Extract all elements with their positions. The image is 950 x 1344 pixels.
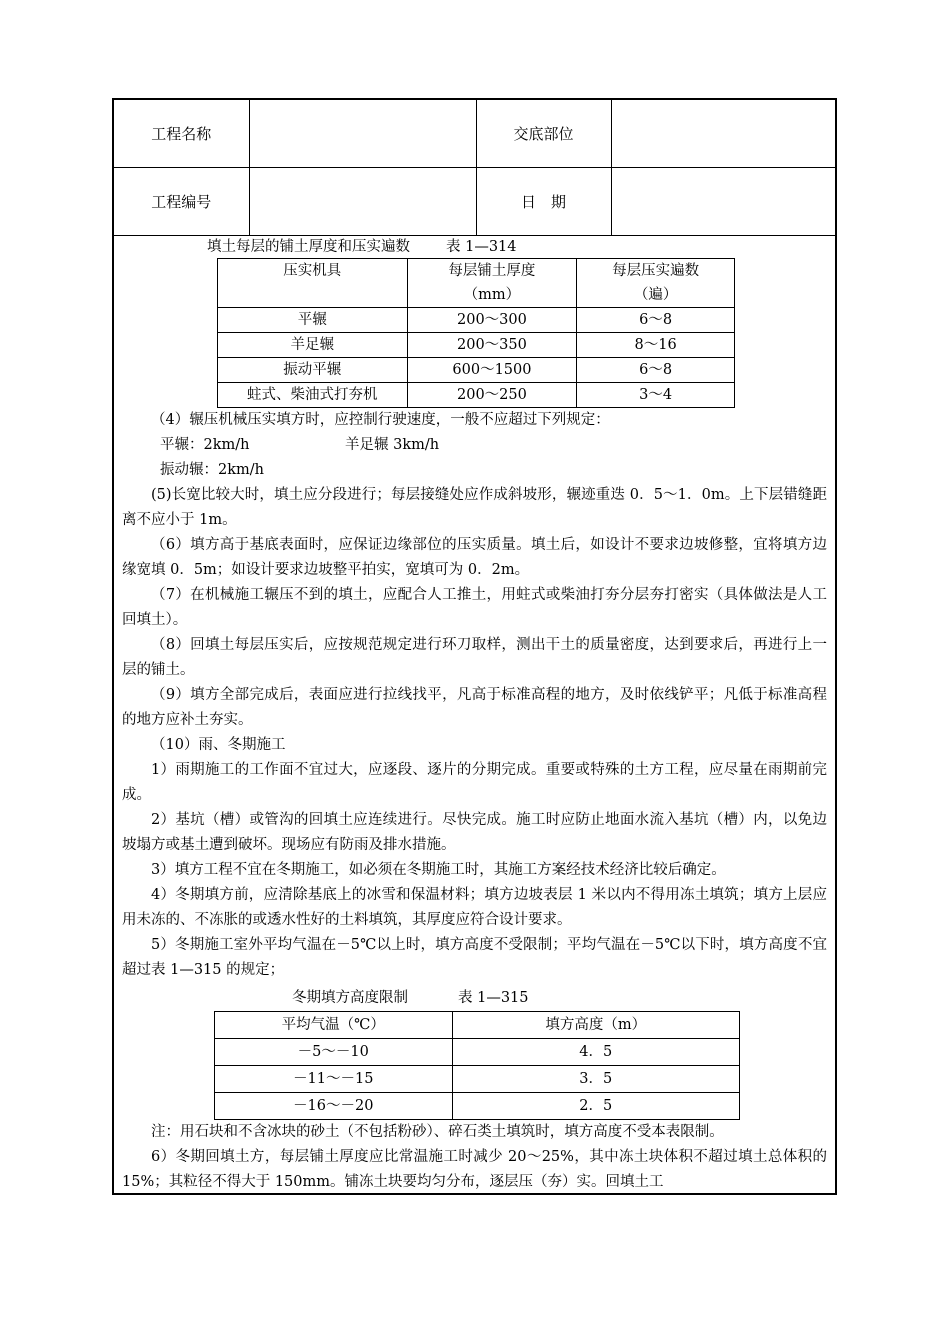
subparagraph-4: 4）冬期填方前，应清除基底上的冰雪和保温材料；填方边坡表层 1 米以内不得用冻土填筑；填方上层应用未冻的、不冻胀的或透水性好的土料填筑，其厚度应符合设计要求。 (122, 887, 827, 928)
table-caption (122, 236, 827, 258)
paragraph-4: （4）辗压机械压实填方时，应控制行驶速度，一般不应超过下列规定： (151, 412, 610, 428)
table-note: 注：用石块和不含冰块的砂土（不包括粉砂）、碎石类土填筑时，填方高度不受本表限制。 (151, 1124, 724, 1140)
paragraph-10: （10）雨、冬期施工 (151, 737, 286, 753)
subparagraph-1: 1）雨期施工的工作面不宜过大，应逐段、逐片的分期完成。重要或特殊的土方工程，应尽量在雨期前完成。 (122, 762, 827, 803)
header-table (114, 100, 835, 236)
compaction-table (217, 258, 735, 408)
subparagraph-6: 6）冬期回填土方，每层铺土厚度应比常温施工时减少 20～25%，其中冻土块体积不超过填土总体积的 15%；其粒径不得大于 150mm。铺冻土块要均匀分布，逐层压（夯）实。回填土工 (122, 1149, 827, 1190)
disclosure-content (122, 238, 827, 1195)
speed-line (122, 433, 827, 458)
project-number-field[interactable] (249, 168, 476, 236)
paragraph-7: （7）在机械施工辗压不到的填土，应配合人工推土，用蛀式或柴油打夯分层夯打密实（具体做法是人工回填土）。 (122, 587, 827, 628)
table-header-row (218, 259, 735, 308)
speed-flat-roller: 平辗：2km/h (160, 437, 250, 453)
winter-fill-table (214, 1011, 740, 1120)
date-label: 日 期 (476, 168, 611, 236)
speed-sheepsfoot: 羊足辗 3km/h (345, 437, 440, 453)
table-row: 振动平辗 600～1500 6～8 (218, 358, 735, 383)
table-row: 平辗 200～300 6～8 (218, 308, 735, 333)
table-row: －11～－15 3．5 (215, 1066, 740, 1093)
table-header-cell: 填方高度（m） (452, 1012, 739, 1039)
subparagraph-2: 2）基坑（槽）或管沟的回填土应连续进行。尽快完成。施工时应防止地面水流入基坑（槽）内，以免边坡塌方或基土遭到破坏。现场应有防雨及排水措施。 (122, 812, 827, 853)
table-caption (122, 985, 827, 1011)
table-header-row (215, 1012, 740, 1039)
table-row: 蛀式、柴油式打夯机 200～250 3～4 (218, 383, 735, 408)
paragraph-6: （6）填方高于基底表面时，应保证边缘部位的压实质量。填土后，如设计不要求边坡修整，宜将填方边缘宽填 0．5m；如设计要求边坡整平拍实，宽填可为 0．2m。 (122, 537, 827, 578)
table-row: －16～－20 2．5 (215, 1093, 740, 1120)
table-header-cell: 压实机具 (218, 259, 408, 308)
disclosure-part-label: 交底部位 (476, 100, 611, 168)
table-header-cell: 每层压实遍数 （遍） (577, 259, 735, 308)
table-row: 羊足辗 200～350 8～16 (218, 333, 735, 358)
project-number-label: 工程编号 (114, 168, 249, 236)
table-header-cell: 平均气温（℃） (215, 1012, 453, 1039)
paragraph-5: (5)长宽比较大时，填土应分段进行；每层接缝处应作成斜坡形，辗迹重迭 0．5～1．0m。上下层错缝距离不应小于 1m。 (122, 487, 827, 528)
table-header-cell: 每层铺土厚度 （mm） (407, 259, 577, 308)
header-row (114, 100, 835, 168)
table-number: 表 1—314 (446, 239, 517, 255)
disclosure-part-field[interactable] (611, 100, 835, 168)
subparagraph-3: 3）填方工程不宜在冬期施工，如必须在冬期施工时，其施工方案经技术经济比较后确定。 (151, 862, 726, 878)
project-name-label: 工程名称 (114, 100, 249, 168)
subparagraph-5: 5）冬期施工室外平均气温在－5℃以上时，填方高度不受限制；平均气温在－5℃以下时，填方高度不宜超过表 1—315 的规定； (122, 937, 827, 978)
date-field[interactable] (611, 168, 835, 236)
paragraph-8: （8）回填土每层压实后，应按规范规定进行环刀取样，测出干土的质量密度，达到要求后，再进行上一层的铺土。 (122, 637, 827, 678)
table-row: －5～－10 4．5 (215, 1039, 740, 1066)
project-name-field[interactable] (249, 100, 476, 168)
table-number: 表 1—315 (458, 990, 529, 1006)
speed-vibratory: 振动辗：2km/h (160, 462, 264, 478)
paragraph-9: （9）填方全部完成后，表面应进行拉线找平，凡高于标准高程的地方，及时依线铲平；凡低于标准高程的地方应补土夯实。 (122, 687, 827, 728)
table-title: 填土每层的铺土厚度和压实遍数 (207, 239, 410, 255)
table-title: 冬期填方高度限制 (292, 990, 408, 1006)
disclosure-form (112, 98, 837, 1195)
header-row (114, 168, 835, 236)
